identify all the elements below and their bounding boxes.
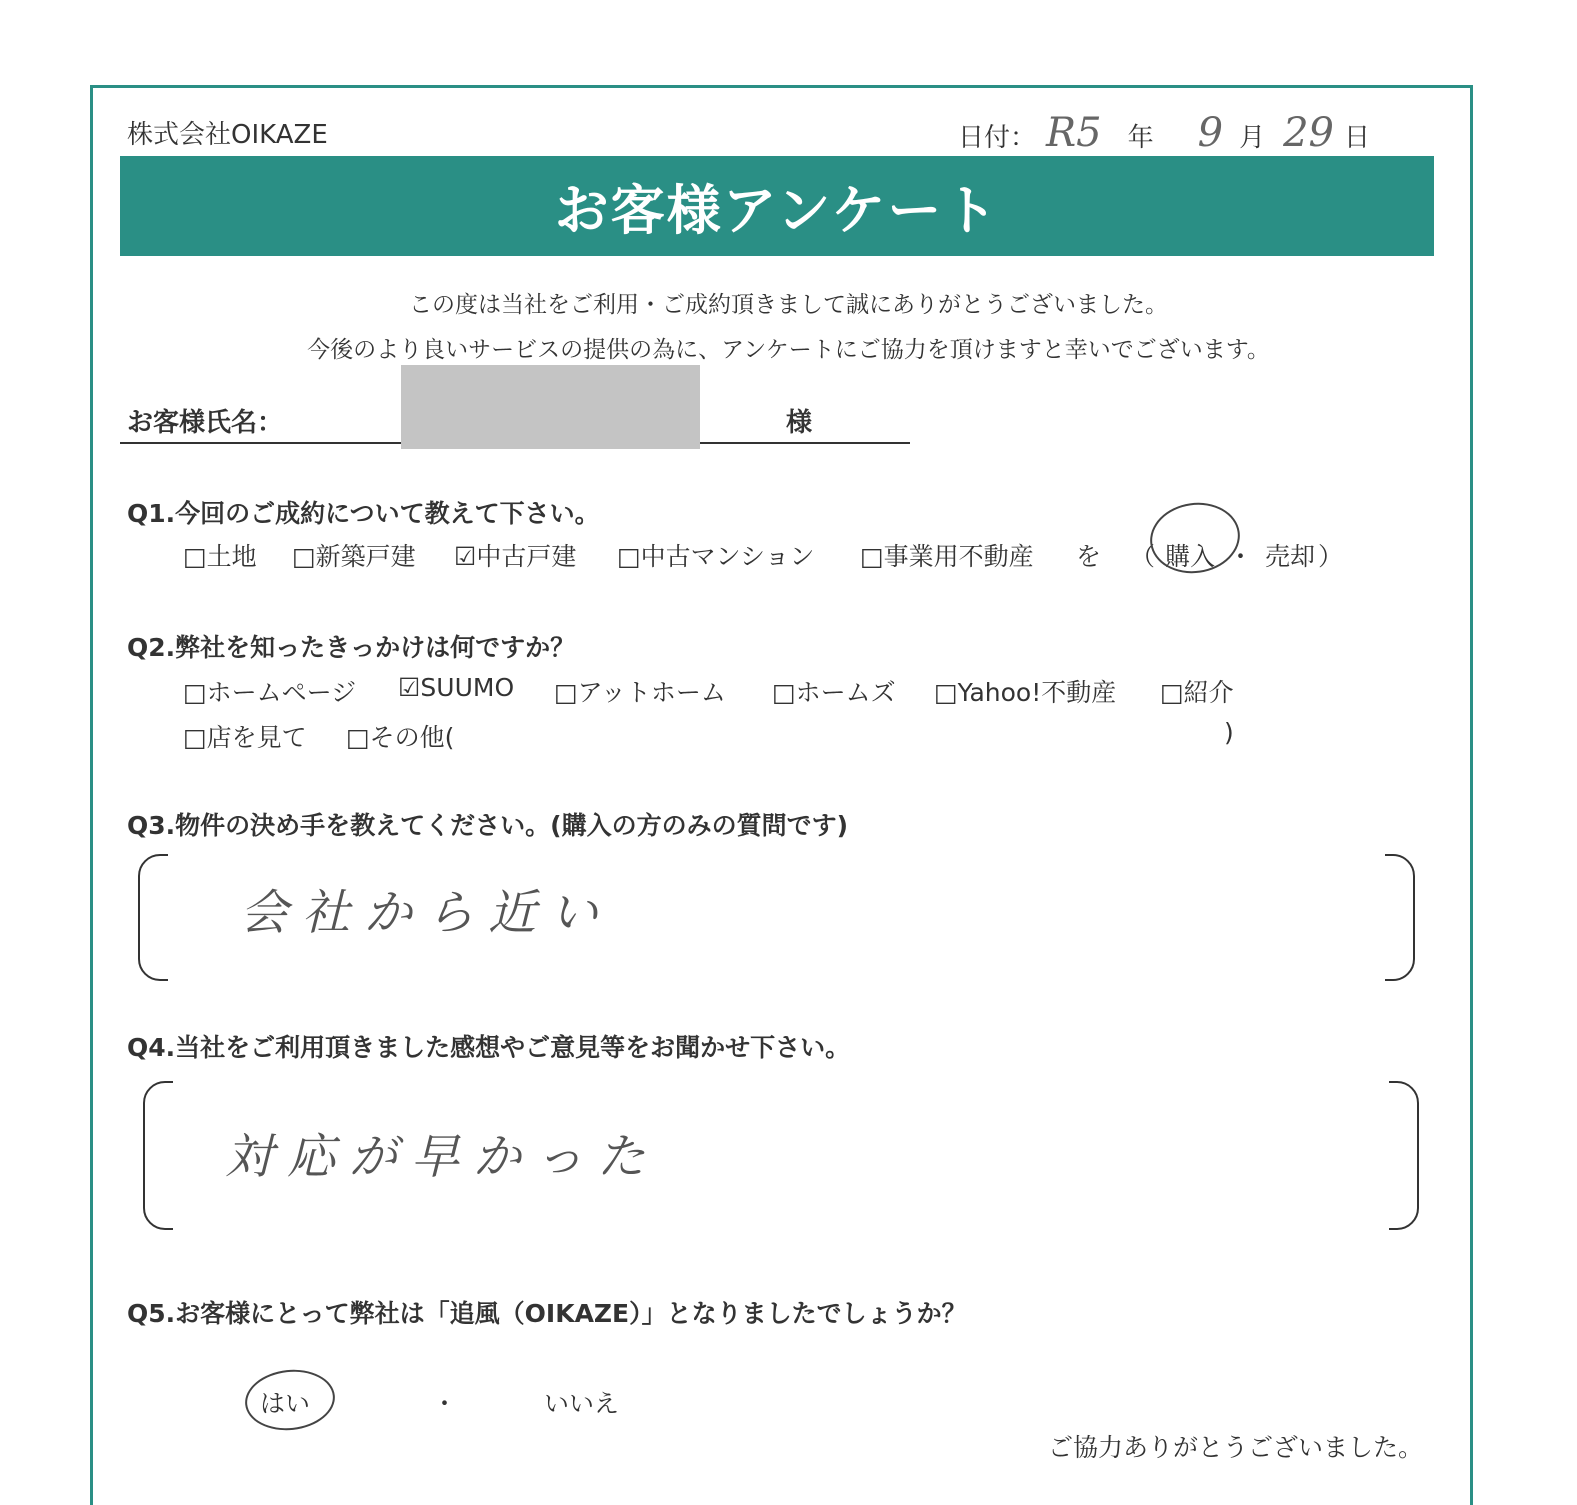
q1-option-used-house[interactable]: ☑中古戸建 [454, 542, 577, 571]
q2-option-athome[interactable]: □アットホーム [554, 678, 726, 707]
intro-line-2: 今後のより良いサービスの提供の為に、アンケートにご協力を頂けますと幸いでございます。 [307, 337, 1270, 363]
q1-paren-close: ） [1318, 542, 1344, 571]
q1-question: Q1.今回のご成約について教えて下さい。 [127, 499, 600, 528]
q5-yes[interactable]: はい [260, 1389, 311, 1418]
q2-option-homepage[interactable]: □ホームページ [183, 678, 357, 707]
q2-other-close-paren: ) [1224, 718, 1234, 747]
customer-name-suffix: 様 [786, 408, 813, 438]
q2-option-homes[interactable]: □ホームズ [772, 678, 896, 707]
q2-option-other[interactable]: □その他( [346, 723, 455, 752]
q2-option-referral[interactable]: □紹介 [1160, 678, 1234, 707]
day-label: 日 [1343, 123, 1370, 153]
q4-handwritten-answer: 対応が早かった [225, 1129, 660, 1185]
title-banner [120, 156, 1434, 256]
q3-question: Q3.物件の決め手を教えてください。(購入の方のみの質問です) [127, 811, 848, 840]
day-handwritten: 29 [1283, 110, 1334, 156]
q1-option-used-mansion[interactable]: □中古マンション [617, 542, 815, 571]
customer-name-redaction [401, 365, 700, 449]
q2-question: Q2.弊社を知ったきっかけは何ですか？ [127, 633, 576, 662]
year-label: 年 [1127, 123, 1154, 153]
q1-sell[interactable]: 売却 [1265, 542, 1316, 571]
date-label: 日付： [958, 123, 1037, 153]
date-row [958, 110, 1370, 156]
q5-question: Q5.お客様にとって弊社は「追風（OIKAZE）」となりましたでしょうか？ [127, 1299, 967, 1328]
date-era-handwritten: R5 [1046, 110, 1102, 156]
company-name: 株式会社OIKAZE [127, 120, 328, 150]
q1-option-business-property[interactable]: □事業用不動産 [860, 542, 1034, 571]
q1-paren-open: （ [1130, 542, 1156, 571]
q2-option-saw-store[interactable]: □店を見て [183, 723, 307, 752]
q1-option-land[interactable]: □土地 [183, 542, 257, 571]
q1-wo: を [1076, 542, 1102, 571]
month-handwritten: 9 [1197, 110, 1224, 156]
q2-option-suumo[interactable]: ☑SUUMO [398, 673, 515, 702]
q4-question: Q4.当社をご利用頂きました感想やご意見等をお聞かせ下さい。 [127, 1033, 851, 1062]
page-title: お客様アンケート [554, 178, 1000, 242]
q1-dot: ・ [1228, 542, 1254, 571]
closing-thanks: ご協力ありがとうございました。 [1048, 1433, 1424, 1462]
q1-buy[interactable]: 購入 [1165, 542, 1216, 571]
month-label: 月 [1239, 123, 1266, 153]
q1-option-new-house[interactable]: □新築戸建 [292, 542, 416, 571]
q3-handwritten-answer: 会社から近い [240, 885, 613, 941]
intro-line-1: この度は当社をご利用・ご成約頂きまして誠にありがとうございました。 [409, 292, 1168, 318]
q5-dot: ・ [432, 1389, 458, 1418]
q5-no[interactable]: いいえ [544, 1389, 620, 1418]
q2-option-yahoo[interactable]: □Yahoo!不動産 [934, 678, 1117, 707]
customer-name-label: お客様氏名： [127, 408, 284, 438]
